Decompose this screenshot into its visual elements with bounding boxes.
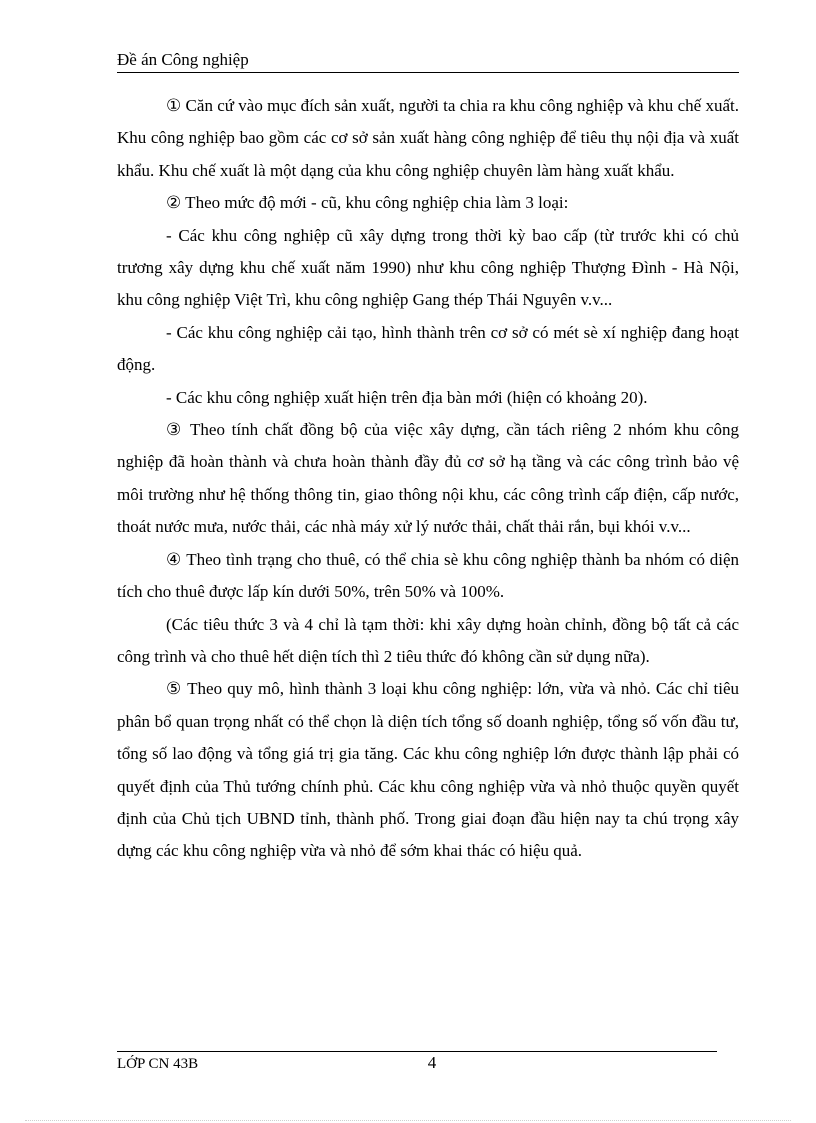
footer-class-label: LỚP CN 43B: [117, 1056, 199, 1072]
header-title: Đề án Công nghiệp: [117, 50, 249, 69]
paragraph-criterion-4: ④ Theo tình trạng cho thuê, có thể chia sè khu công nghiệp thành ba nhóm có diện tích cho thuê được lấp kín dưới 50%, trên 50% và 100%.: [117, 549, 739, 602]
page-header: [117, 48, 739, 73]
document-body: [117, 90, 739, 868]
footer-divider: [117, 1051, 717, 1052]
list-item-renovated-zones: - Các khu công nghiệp cải tạo, hình thành trên cơ sở có mét sè xí nghiệp đang hoạt động.: [117, 322, 739, 375]
page-bottom-dotted-border: [25, 1120, 791, 1121]
paragraph-criterion-2: ② Theo mức độ mới - cũ, khu công nghiệp chia làm 3 loại:: [166, 193, 569, 213]
list-item-old-zones: - Các khu công nghiệp cũ xây dựng trong thời kỳ bao cấp (từ trước khi có chủ trương xây dựng khu chế xuất năm 1990) như khu công nghiệp Thượng Đình - Hà Nội, khu công nghiệp Việt Trì, khu công nghiệp Gang thép Thái Nguyên v.v...: [117, 225, 739, 310]
paragraph-criterion-5: ⑤ Theo quy mô, hình thành 3 loại khu công nghiệp: lớn, vừa và nhỏ. Các chỉ tiêu phân bổ quan trọng nhất có thể chọn là diện tích tổng số doanh nghiệp, tổng số vốn đầu tư, tổng số lao động và tổng giá trị gia tăng. Các khu công nghiệp lớn được thành lập phải có quyết định của Thủ tướng chính phủ. Các khu công nghiệp vừa và nhỏ thuộc quyền quyết định của Chủ tịch UBND tỉnh, thành phố. Trong giai đoạn đầu hiện nay ta chú trọng xây dựng các khu công nghiệp vừa và nhỏ để sớm khai thác có hiệu quả.: [117, 679, 739, 861]
list-item-new-zones: - Các khu công nghiệp xuất hiện trên địa bàn mới (hiện có khoảng 20).: [166, 387, 648, 407]
page-number: 4: [427, 1053, 437, 1072]
paragraph-note: (Các tiêu thức 3 và 4 chỉ là tạm thời: khi xây dựng hoàn chỉnh, đồng bộ tất cả các công trình và cho thuê hết diện tích thì 2 tiêu thức đó không cần sử dụng nữa).: [117, 614, 739, 666]
paragraph-criterion-3: ③ Theo tính chất đồng bộ của việc xây dựng, cần tách riêng 2 nhóm khu công nghiệp đã hoàn thành và chưa hoàn thành đầy đủ cơ sở hạ tầng và các công trình bảo vệ môi trường như hệ thống thông tin, giao thông nội khu, các công trình cấp điện, cấp nước, thoát nước mưa, nước thải, các nhà máy xử lý nước thải, chất thải rắn, bụi khói v.v...: [117, 420, 739, 537]
paragraph-criterion-1: ① Căn cứ vào mục đích sản xuất, người ta chia ra khu công nghiệp và khu chế xuất. Khu công nghiệp bao gồm các cơ sở sản xuất hàng công nghiệp để tiêu thụ nội địa và xuất khẩu. Khu chế xuất là một dạng của khu công nghiệp chuyên làm hàng xuất khẩu.: [117, 96, 739, 180]
